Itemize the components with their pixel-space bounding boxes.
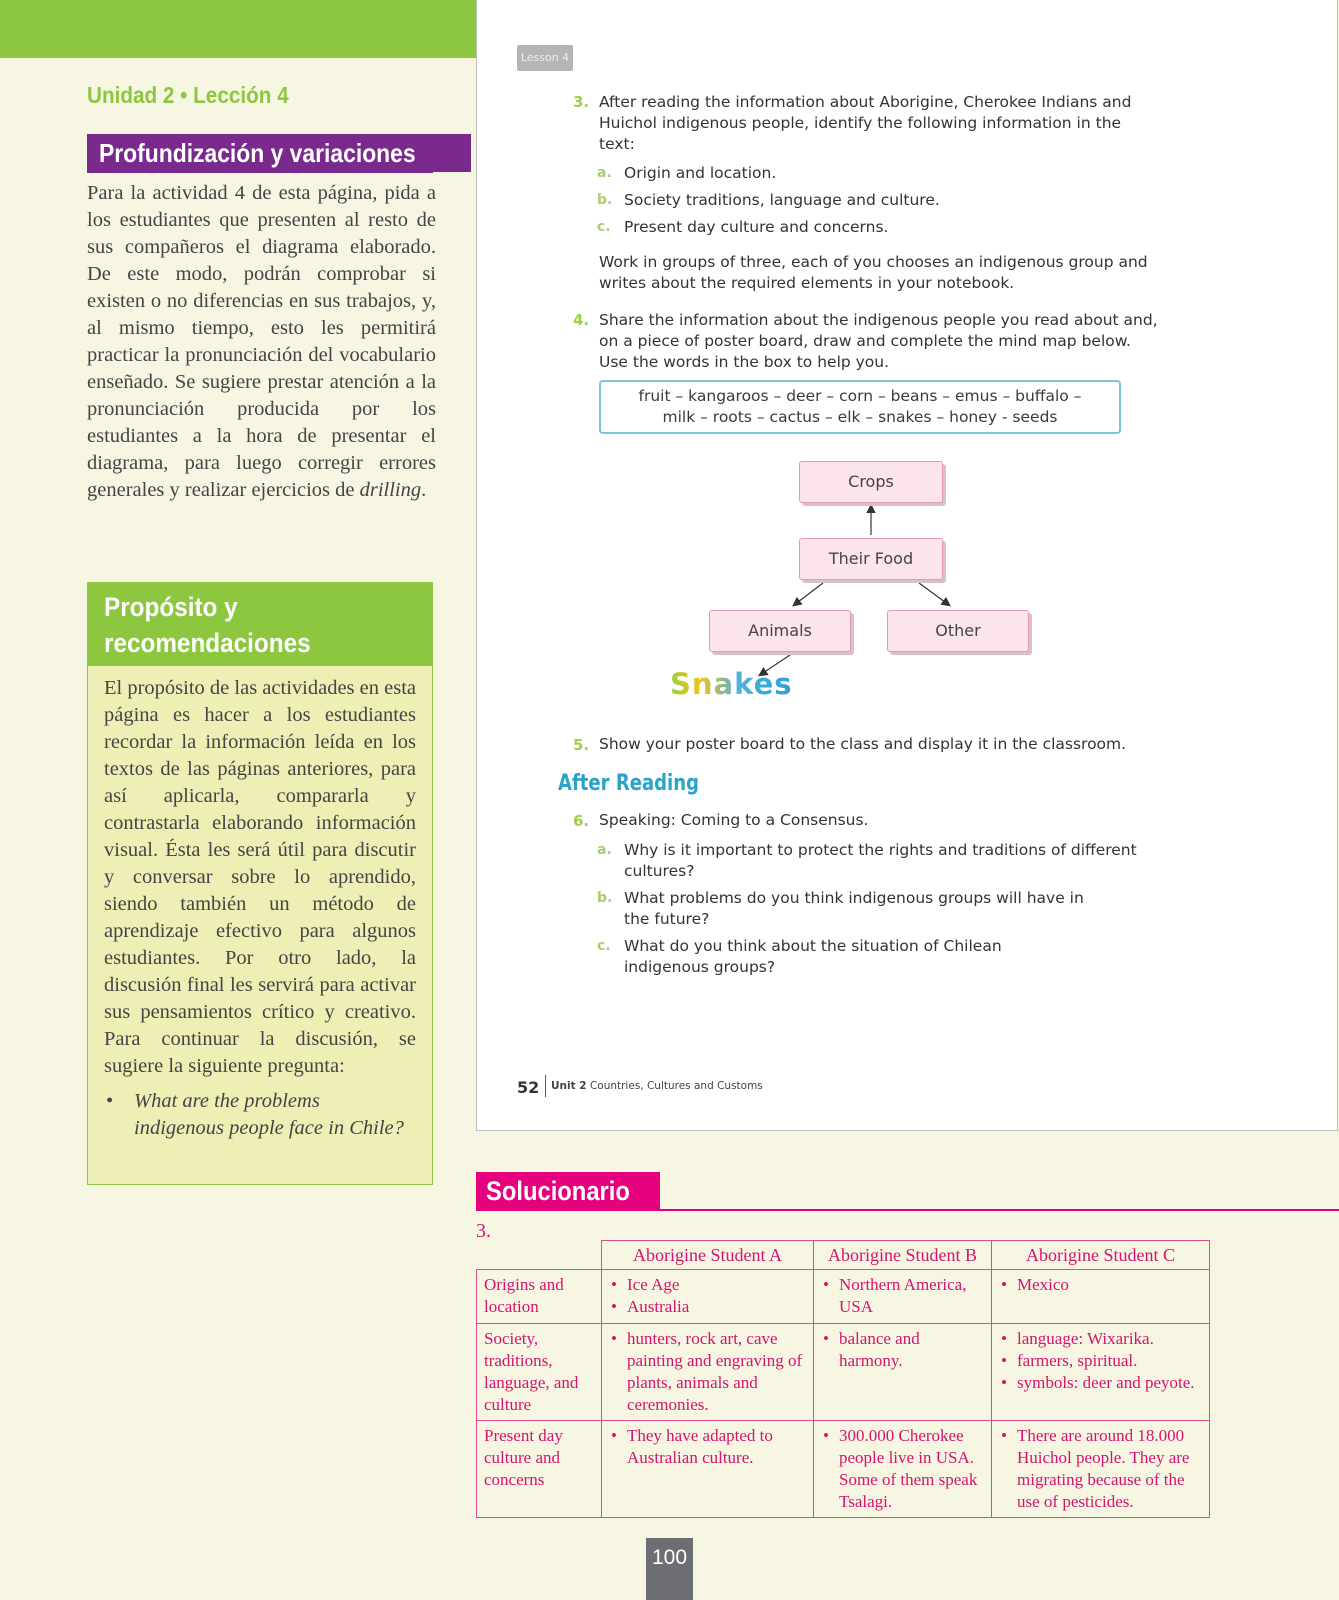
cell-item: • farmers, spiritual. — [999, 1350, 1203, 1372]
table-cell — [992, 1324, 1210, 1421]
lesson-tab: Lesson 4 — [517, 45, 573, 71]
solucionario-rule — [476, 1209, 1339, 1211]
table-cell — [602, 1421, 814, 1518]
book-page-number: 52 — [517, 1078, 540, 1097]
table-cell — [814, 1270, 992, 1324]
cell-item: • hunters, rock art, cave painting and engraving of plants, animals and ceremonies. — [609, 1328, 807, 1416]
solucionario-item-number: 3. — [476, 1220, 491, 1242]
sub-letter: c. — [597, 219, 611, 235]
page-number: 100 — [646, 1538, 693, 1600]
cell-item: • Northern America, USA — [821, 1274, 985, 1318]
cell-item: • symbols: deer and peyote. — [999, 1372, 1203, 1394]
item3-note: Work in groups of three, each of you chooses an indigenous group and writes about the required elements in your notebook. — [599, 253, 1148, 292]
cell-item: • There are around 18.000 Huichol people. They are migrating because of the use of pesticides. — [999, 1425, 1203, 1513]
sub-letter: a. — [597, 165, 612, 181]
solucionario-table — [476, 1240, 1210, 1518]
item6-text: Speaking: Coming to a Consensus. — [599, 811, 869, 829]
item6-sub-c: What do you think about the situation of Chilean indigenous groups? — [624, 937, 1002, 976]
table-row — [477, 1270, 1210, 1324]
table-row — [477, 1421, 1210, 1518]
item-number: 4. — [573, 311, 590, 329]
cell-item: • 300.000 Cherokee people live in USA. Some of them speak Tsalagi. — [821, 1425, 985, 1513]
solucionario-title: Solucionario — [476, 1172, 660, 1210]
student-book-page — [476, 0, 1338, 1131]
row-label: Society, traditions, language, and culture — [477, 1324, 602, 1421]
cell-item: • language: Wixarika. — [999, 1328, 1203, 1350]
sub-letter: b. — [597, 192, 613, 208]
item-number: 3. — [573, 93, 590, 111]
item6-sub-b: What problems do you think indigenous groups will have in the future? — [624, 889, 1084, 928]
mind-map-example-word: Snakes — [670, 667, 793, 701]
item3-sub-a: Origin and location. — [624, 164, 777, 182]
table-cell — [814, 1324, 992, 1421]
table-header-row — [477, 1241, 1210, 1270]
cell-item: • They have adapted to Australian culture. — [609, 1425, 807, 1469]
section-rule — [87, 171, 433, 173]
column-header: Aborigine Student A — [602, 1241, 814, 1270]
table-row — [477, 1324, 1210, 1421]
item-number: 6. — [573, 812, 590, 830]
mind-map-node-food: Their Food — [799, 538, 943, 580]
proposito-paragraph: El propósito de las actividades en esta página es hacer a los estudiantes recordar la información leída en los textos de las páginas anteriores, para así aplicarla, compararla y contrastarla elaborando información visual. Ésta les será útil para discutir y conversar sobre lo aprendido, siendo también un método de aprendizaje efectivo para algunos estudiantes. Por otro lado, la discusión final les servirá para activar sus pensamientos crítico y creativo. Para continuar la discusión, se sugiere la siguiente pregunta: — [104, 677, 416, 1077]
suggested-question: • What are the problems indigenous people face in Chile? — [106, 1090, 404, 1139]
unit-lesson-label: Unidad 2 • Lección 4 — [87, 82, 289, 108]
item3-sub-c: Present day culture and concerns. — [624, 218, 889, 236]
row-label: Origins and location — [477, 1270, 602, 1324]
mind-map-node-crops: Crops — [799, 461, 943, 503]
section-title-profundizacion: Profundización y variaciones — [87, 134, 471, 172]
proposito-box — [87, 582, 433, 1185]
book-footer-title: Unit 2 Countries, Cultures and Customs — [551, 1080, 763, 1092]
column-header: Aborigine Student C — [992, 1241, 1210, 1270]
item4-text: Share the information about the indigenous people you read about and, on a piece of poster board, draw and complete the mind map below. Use the words in the box to help you. — [599, 311, 1158, 371]
table-cell — [992, 1421, 1210, 1518]
table-cell — [814, 1421, 992, 1518]
item5-text: Show your poster board to the class and display it in the classroom. — [599, 735, 1127, 753]
word-box-line: fruit – kangaroos – deer – corn – beans – emus – buffalo – — [638, 387, 1082, 405]
cell-item: • Mexico — [999, 1274, 1203, 1296]
section-title-proposito: Propósito y recomendaciones — [88, 583, 432, 666]
column-header: Aborigine Student B — [814, 1241, 992, 1270]
table-cell — [602, 1270, 814, 1324]
sub-letter: a. — [597, 842, 612, 858]
item6-sub-a: Why is it important to protect the rights and traditions of different cultures? — [624, 841, 1137, 880]
sub-letter: c. — [597, 938, 611, 954]
cell-item: • balance and harmony. — [821, 1328, 985, 1372]
profundizacion-paragraph: Para la actividad 4 de esta página, pida a los estudiantes que presenten al resto de sus compañeros el diagrama elaborado. De este modo, podrán comprobar si existen o no diferencias en sus trabajos, y, al mismo tiempo, esto les permitirá practicar la pronunciación del vocabulario enseñado. Se sugiere prestar atención a la pronunciación producida por los estudiantes a la hora de presentar el diagrama, para luego corregir errores generales y realizar ejercicios de drilling. — [87, 182, 436, 501]
mind-map-node-other: Other — [887, 610, 1029, 652]
item3-text: After reading the information about Aborigine, Cherokee Indians and Huichol indigenous people, identify the following information in the text: — [599, 93, 1132, 153]
table-cell — [992, 1270, 1210, 1324]
after-reading-heading: After Reading — [558, 771, 700, 796]
row-label: Present day culture and concerns — [477, 1421, 602, 1518]
top-color-bar — [0, 0, 476, 58]
item-number: 5. — [573, 736, 590, 754]
word-box-line: milk – roots – cactus – elk – snakes – honey - seeds — [662, 408, 1058, 426]
cell-item: • Australia — [609, 1296, 807, 1318]
table-corner — [477, 1241, 602, 1270]
mind-map-node-animals: Animals — [709, 610, 851, 652]
sub-letter: b. — [597, 890, 613, 906]
item3-sub-b: Society traditions, language and culture. — [624, 191, 940, 209]
cell-item: • Ice Age — [609, 1274, 807, 1296]
table-cell — [602, 1324, 814, 1421]
footer-separator — [545, 1075, 546, 1097]
